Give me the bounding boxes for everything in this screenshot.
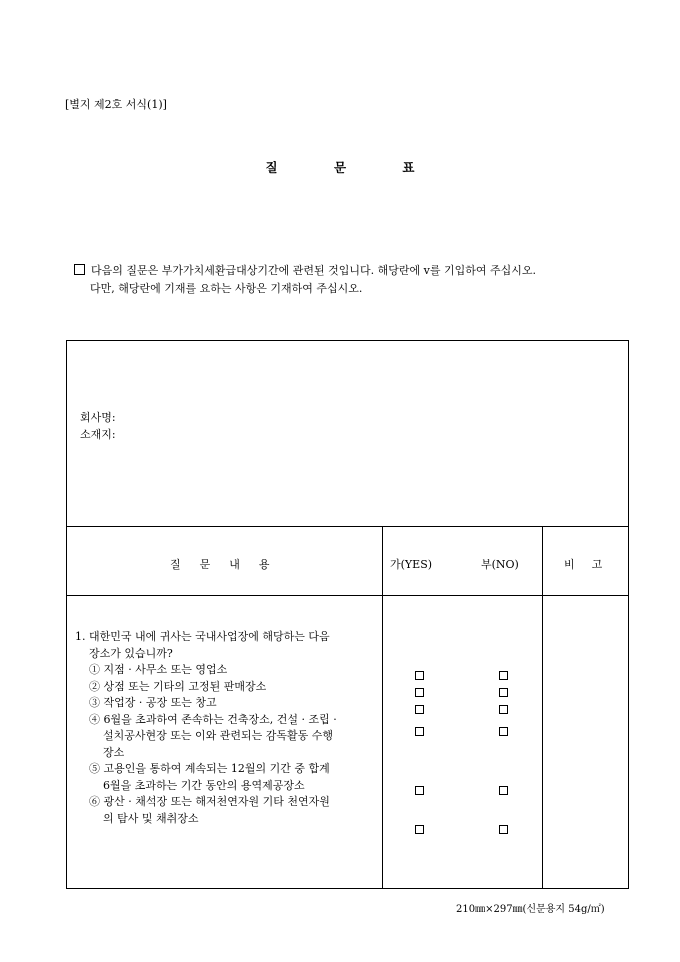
question-item-6: ⑥ 광산 · 채석장 또는 해저천연자원 기타 천연자원 <box>89 795 330 808</box>
header-question-content <box>170 556 289 572</box>
question-item-4-cont: 장소 <box>103 745 125 759</box>
header-remarks <box>564 556 602 572</box>
header-no: 부(NO) <box>481 558 519 571</box>
question-item-4-cont: 설치공사현장 또는 이와 관련되는 감독활동 수행 <box>103 729 334 742</box>
question-stem-line-1: 1. 대한민국 내에 귀사는 국내사업장에 해당하는 다음 <box>75 630 330 643</box>
question-item-5-cont: 6월을 초과하는 기간 동안의 용역제공장소 <box>103 778 305 792</box>
yes-checkbox-item-4[interactable] <box>415 727 424 736</box>
column-divider <box>542 526 543 888</box>
header-char: 문 <box>199 558 211 571</box>
square-bullet-icon <box>74 264 85 275</box>
no-checkbox-item-2[interactable] <box>499 688 508 697</box>
yes-checkbox-item-5[interactable] <box>415 786 424 795</box>
question-item-6-cont: 의 탐사 및 채취장소 <box>103 811 199 825</box>
instructions <box>74 262 536 298</box>
header-char: 용 <box>258 558 270 571</box>
header-yes: 가(YES) <box>390 558 433 571</box>
yes-checkbox-item-3[interactable] <box>415 705 424 714</box>
company-name-label: 회사명: <box>80 411 116 424</box>
no-checkbox-item-6[interactable] <box>499 825 508 834</box>
no-checkbox-item-1[interactable] <box>499 671 508 680</box>
table-divider <box>67 526 628 527</box>
question-stem-line-2: 장소가 있습니까? <box>89 646 173 660</box>
question-1 <box>75 629 380 827</box>
paper-size-note: 210㎜×297㎜(신문용지 54g/㎡) <box>456 904 605 915</box>
yes-checkbox-item-1[interactable] <box>415 671 424 680</box>
question-item-3: ③ 작업장 · 공장 또는 창고 <box>89 696 217 709</box>
column-divider <box>382 526 383 888</box>
no-checkbox-item-3[interactable] <box>499 705 508 714</box>
question-item-2: ② 상점 또는 기타의 고정된 판매장소 <box>89 679 267 693</box>
title-char-1: 질 <box>265 160 278 175</box>
yes-checkbox-item-6[interactable] <box>415 825 424 834</box>
header-char: 내 <box>229 558 240 571</box>
company-info <box>80 409 116 443</box>
no-checkbox-item-4[interactable] <box>499 727 508 736</box>
form-number-label: [별지 제2호 서식(1)] <box>65 98 167 111</box>
header-char: 고 <box>591 558 603 571</box>
header-char: 비 <box>564 558 575 571</box>
question-item-5: ⑤ 고용인을 통하여 계속되는 12월의 기간 중 합계 <box>89 762 330 775</box>
instruction-line-1: 다음의 질문은 부가가치세환급대상기간에 관련된 것입니다. 해당란에 v를 기입하여 주십시오. <box>91 264 536 277</box>
title-char-2: 문 <box>333 160 347 175</box>
document-title <box>0 158 680 176</box>
header-char: 질 <box>170 558 181 571</box>
company-address-label: 소재지: <box>80 428 116 441</box>
yes-checkbox-item-2[interactable] <box>415 688 424 697</box>
title-char-3: 표 <box>402 160 415 175</box>
question-item-4: ④ 6월을 초과하여 존속하는 건축장소, 건설 · 조립 · <box>89 712 337 726</box>
question-item-1: ① 지점 · 사무소 또는 영업소 <box>89 663 228 676</box>
instruction-line-2: 다만, 해당란에 기재를 요하는 사항은 기재하여 주십시오. <box>90 282 363 295</box>
questionnaire-table <box>66 340 629 889</box>
table-divider <box>67 595 628 596</box>
no-checkbox-item-5[interactable] <box>499 786 508 795</box>
